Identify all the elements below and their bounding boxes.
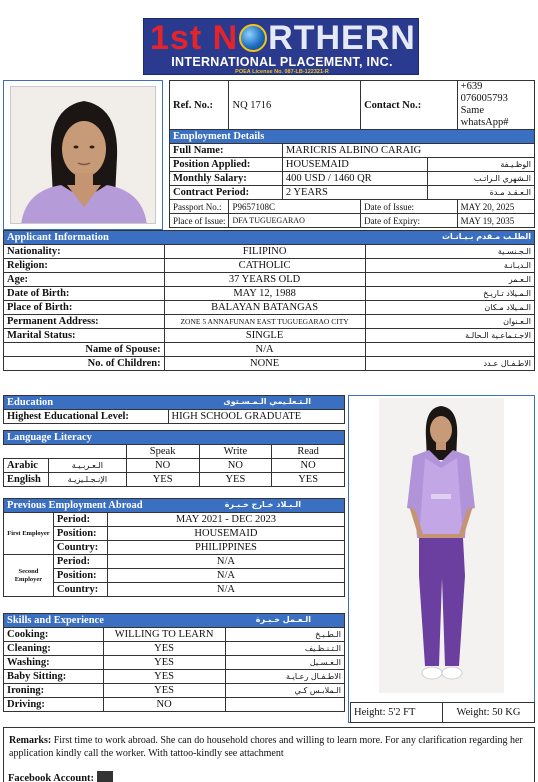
position-label: Position Applied:	[170, 158, 283, 172]
address-arabic: الـعـنوان	[365, 315, 534, 329]
religion-label: Religion:	[4, 259, 165, 273]
second-period-label: Period:	[53, 555, 107, 569]
place-of-issue-value: DFA TUGUEGARAO	[229, 214, 361, 228]
remarks-text: First time to work abroad. She can do household chores and willing to learn more. For any clarification regarding her application kindly call the worker. With tattoo-kindly see attachment	[9, 735, 523, 759]
second-country-value: N/A	[107, 583, 344, 597]
language-table	[3, 430, 345, 487]
logo-wordmark: 1st N RTHERN	[150, 19, 416, 57]
baby-sitting-label: Baby Sitting:	[4, 670, 104, 684]
cleaning-label: Cleaning:	[4, 642, 104, 656]
second-period-value: N/A	[107, 555, 344, 569]
first-country-label: Country:	[53, 541, 107, 555]
skills-header: Skills and Experience الـعـمل خـبـرة	[4, 614, 345, 628]
contact-label: Contact No.:	[361, 81, 458, 130]
address-label: Permanent Address:	[4, 315, 165, 329]
education-header: Education الـتـعلـيمي الـمـسـتوى	[4, 396, 345, 410]
dob-value: MAY 12, 1988	[164, 287, 365, 301]
pob-label: Place of Birth:	[4, 301, 165, 315]
pob-value: BALAYAN BATANGAS	[164, 301, 365, 315]
passport-no-value: P9657108C	[229, 200, 361, 214]
second-position-label: Position:	[53, 569, 107, 583]
spouse-label: Name of Spouse:	[4, 343, 165, 357]
read-header: Read	[272, 445, 345, 459]
first-position-value: HOUSEMAID	[107, 527, 344, 541]
arabic-speak: NO	[126, 459, 199, 473]
first-period-label: Period:	[53, 513, 107, 527]
height-value: Height: 5'2 FT	[351, 703, 443, 723]
first-position-label: Position:	[53, 527, 107, 541]
issue-date-label: Date of Issue:	[361, 200, 458, 214]
baby-sitting-arabic: الاطـفـال رعـايـة	[225, 670, 344, 684]
religion-arabic: الـديـانـة	[365, 259, 534, 273]
language-header: Language Literacy	[4, 431, 345, 445]
arabic-language-label: Arabic	[4, 459, 49, 473]
employment-header: Employment Details	[170, 130, 535, 144]
expiry-date-value: MAY 19, 2035	[457, 214, 534, 228]
age-label: Age:	[4, 273, 165, 287]
cleaning-value: YES	[103, 642, 225, 656]
driving-value: NO	[103, 698, 225, 712]
first-employer-label: First Employer	[4, 513, 54, 555]
previous-employment-table	[3, 498, 345, 597]
weight-value: Weight: 50 KG	[443, 703, 535, 723]
washing-value: YES	[103, 656, 225, 670]
ref-label: Ref. No.:	[170, 81, 229, 130]
language-blank	[4, 445, 49, 459]
english-write: YES	[199, 473, 272, 487]
ref-value: NQ 1716	[229, 81, 361, 130]
dob-arabic: الـمـيلاد تـاريـخ	[365, 287, 534, 301]
write-header: Write	[199, 445, 272, 459]
full-body-photo	[379, 398, 504, 693]
age-arabic: الـعـمر	[365, 273, 534, 287]
full-body-photo-frame	[348, 395, 535, 723]
ironing-label: Ironing:	[4, 684, 104, 698]
religion-value: CATHOLIC	[164, 259, 365, 273]
salary-arabic: الـشهري الـراتـب	[428, 172, 535, 186]
driving-arabic	[225, 698, 344, 712]
portrait-photo	[10, 86, 156, 224]
full-name-value: MARICRIS ALBINO CARAIG	[282, 144, 534, 158]
marital-value: SINGLE	[164, 329, 365, 343]
place-of-issue-label: Place of Issue:	[170, 214, 229, 228]
dob-label: Date of Birth:	[4, 287, 165, 301]
arabic-write: NO	[199, 459, 272, 473]
applicant-header: Applicant Information الطلـب مـقدم بـيـانـات	[4, 231, 535, 245]
education-value: HIGH SCHOOL GRADUATE	[168, 410, 344, 424]
english-speak: YES	[126, 473, 199, 487]
agency-logo	[143, 18, 419, 75]
english-language-arabic: الإنـجـلـيزيـة	[48, 473, 126, 487]
driving-label: Driving:	[4, 698, 104, 712]
logo-license: POEA License No. 087-LB-122321-R	[235, 69, 329, 75]
children-label: No. of Children:	[4, 357, 165, 371]
age-value: 37 YEARS OLD	[164, 273, 365, 287]
facebook-account	[8, 771, 113, 782]
cleaning-arabic: الـتـنـظـيف	[225, 642, 344, 656]
nationality-label: Nationality:	[4, 245, 165, 259]
washing-arabic: الـغـسـيل	[225, 656, 344, 670]
issue-date-value: MAY 20, 2025	[457, 200, 534, 214]
globe-icon	[239, 24, 267, 52]
contact-value: +639 076005793 Same whatsApp#	[457, 81, 534, 130]
facebook-avatar-icon	[97, 771, 113, 782]
second-country-label: Country:	[53, 583, 107, 597]
children-arabic: الاطـفـال عـدد	[365, 357, 534, 371]
children-value: NONE	[164, 357, 365, 371]
marital-arabic: الاجـتـماعـية الـحالـة	[365, 329, 534, 343]
facebook-label: Facebook Account:	[8, 773, 95, 782]
first-country-value: PHILIPPINES	[107, 541, 344, 555]
physical-table	[350, 702, 535, 723]
cooking-arabic: الـطـبـخ	[225, 628, 344, 642]
address-value: ZONE 5 ANNAFUNAN EAST TUGUEGARAO CITY	[164, 315, 365, 329]
baby-sitting-value: YES	[103, 670, 225, 684]
arabic-read: NO	[272, 459, 345, 473]
full-name-label: Full Name:	[170, 144, 283, 158]
logo-company-name: INTERNATIONAL PLACEMENT, INC.	[171, 55, 393, 69]
nationality-arabic: الـجـنسـية	[365, 245, 534, 259]
applicant-info-table	[3, 230, 535, 371]
salary-label: Monthly Salary:	[170, 172, 283, 186]
spouse-arabic-empty	[365, 343, 534, 357]
ironing-arabic: الـملابـس كـي	[225, 684, 344, 698]
english-read: YES	[272, 473, 345, 487]
education-table	[3, 395, 345, 424]
language-blank-2	[48, 445, 126, 459]
previous-header: Previous Employment Abroad الـبـلاد خـارج خـبـرة	[4, 499, 345, 513]
passport-no-label: Passport No.:	[170, 200, 229, 214]
expiry-date-label: Date of Expiry:	[361, 214, 458, 228]
education-label: Highest Educational Level:	[4, 410, 169, 424]
salary-value: 400 USD / 1460 QR	[282, 172, 427, 186]
contract-label: Contract Period:	[170, 186, 283, 200]
marital-label: Marital Status:	[4, 329, 165, 343]
cooking-value: WILLING TO LEARN	[103, 628, 225, 642]
contract-value: 2 YEARS	[282, 186, 427, 200]
cooking-label: Cooking:	[4, 628, 104, 642]
speak-header: Speak	[126, 445, 199, 459]
second-employer-label: Second Employer	[4, 555, 54, 597]
english-language-label: English	[4, 473, 49, 487]
nationality-value: FILIPINO	[164, 245, 365, 259]
second-position-value: N/A	[107, 569, 344, 583]
remarks-label: Remarks:	[9, 735, 52, 746]
position-arabic: الوظـيـفة	[428, 158, 535, 172]
contract-arabic: الـعـقـد مـدة	[428, 186, 535, 200]
employment-details-table	[169, 80, 535, 228]
first-period-value: MAY 2021 - DEC 2023	[107, 513, 344, 527]
portrait-photo-frame	[3, 80, 163, 230]
spouse-value: N/A	[164, 343, 365, 357]
skills-table	[3, 613, 345, 712]
pob-arabic: الـمـيلاد مـكان	[365, 301, 534, 315]
washing-label: Washing:	[4, 656, 104, 670]
position-value: HOUSEMAID	[282, 158, 427, 172]
ironing-value: YES	[103, 684, 225, 698]
arabic-language-arabic: الـعـربـيـة	[48, 459, 126, 473]
